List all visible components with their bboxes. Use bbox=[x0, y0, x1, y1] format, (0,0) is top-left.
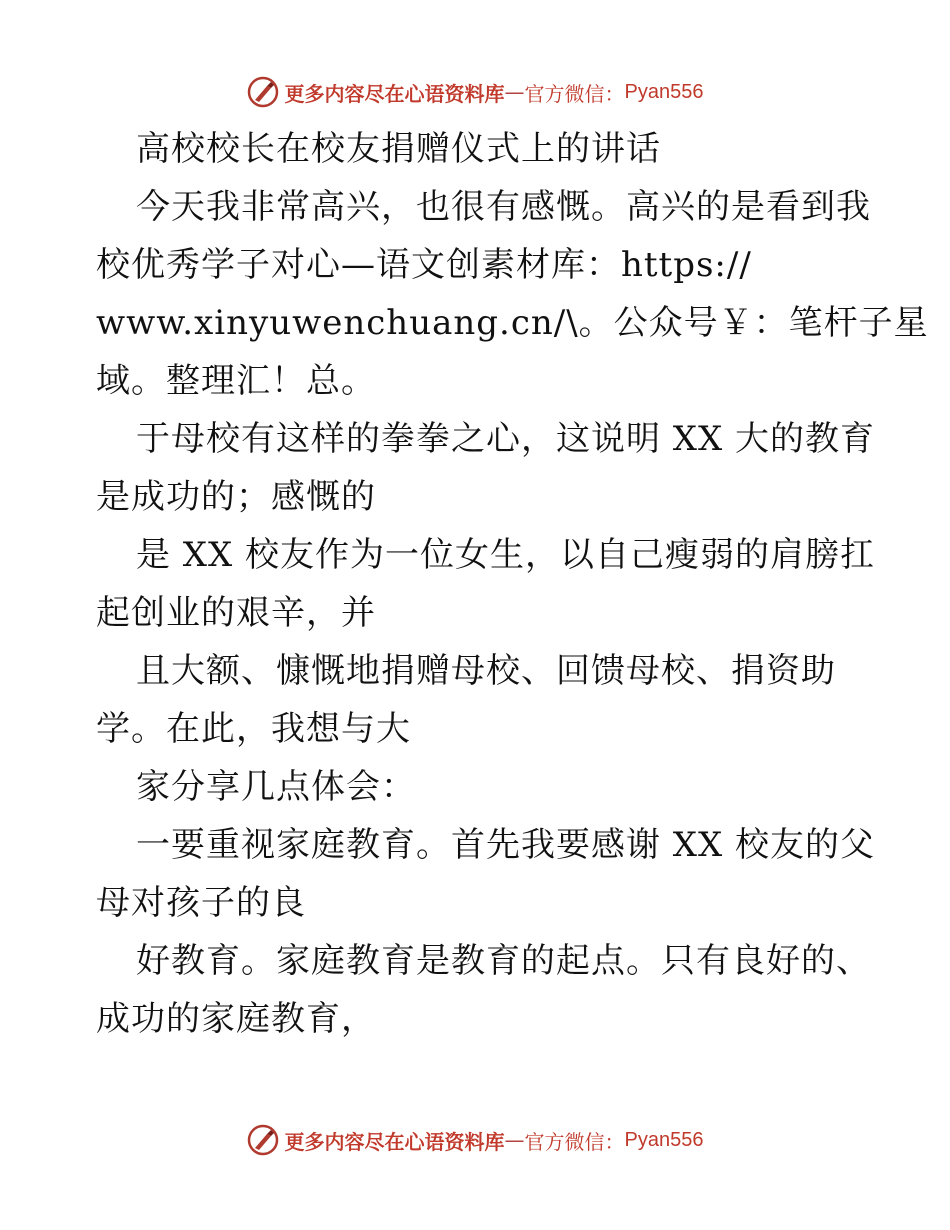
pen-logo-icon bbox=[247, 76, 279, 108]
text-line: www.xinyuwenchuang.cn/\。公众号￥：笔杆子星 bbox=[96, 303, 929, 343]
banner-dash: — bbox=[504, 1128, 525, 1152]
text-line: 成功的家庭教育， bbox=[96, 999, 376, 1039]
text-line: 于母校有这样的拳拳之心，这说明 XX 大的教育 bbox=[136, 419, 876, 459]
text-line: 校优秀学子对心—语文创素材库：https:// bbox=[96, 245, 752, 285]
banner-brand-text: 更多内容尽在心语资料库 bbox=[284, 1129, 505, 1154]
banner-wechat-id: Pyan556 bbox=[624, 1128, 704, 1151]
text-line: 家分享几点体会： bbox=[136, 767, 416, 807]
text-line: 且大额、慷慨地捐赠母校、回馈母校、捐资助 bbox=[136, 651, 836, 691]
text-line: 一要重视家庭教育。首先我要感谢 XX 校友的父 bbox=[136, 825, 876, 865]
banner-dash: — bbox=[504, 80, 525, 104]
banner-wechat-label: 官方微信： bbox=[524, 1129, 625, 1154]
footer-banner bbox=[0, 1120, 950, 1160]
header-banner bbox=[0, 72, 950, 112]
text-line: 学。在此，我想与大 bbox=[96, 709, 411, 749]
banner-wechat-label: 官方微信： bbox=[524, 81, 625, 106]
text-line: 好教育。家庭教育是教育的起点。只有良好的、 bbox=[136, 941, 871, 981]
text-line: 是 XX 校友作为一位女生，以自己瘦弱的肩膀扛 bbox=[136, 535, 876, 575]
text-line: 今天我非常高兴，也很有感慨。高兴的是看到我 bbox=[136, 187, 871, 227]
banner-brand-text: 更多内容尽在心语资料库 bbox=[284, 81, 505, 106]
text-line: 是成功的；感慨的 bbox=[96, 477, 376, 517]
document-body bbox=[96, 120, 929, 1048]
text-line: 起创业的艰辛，并 bbox=[96, 593, 376, 633]
banner-wechat-id: Pyan556 bbox=[624, 80, 704, 103]
pen-logo-icon bbox=[247, 1124, 279, 1156]
document-title: 高校校长在校友捐赠仪式上的讲话 bbox=[136, 129, 661, 169]
text-line: 母对孩子的良 bbox=[96, 883, 306, 923]
text-line: 域。整理汇！总。 bbox=[96, 361, 376, 401]
